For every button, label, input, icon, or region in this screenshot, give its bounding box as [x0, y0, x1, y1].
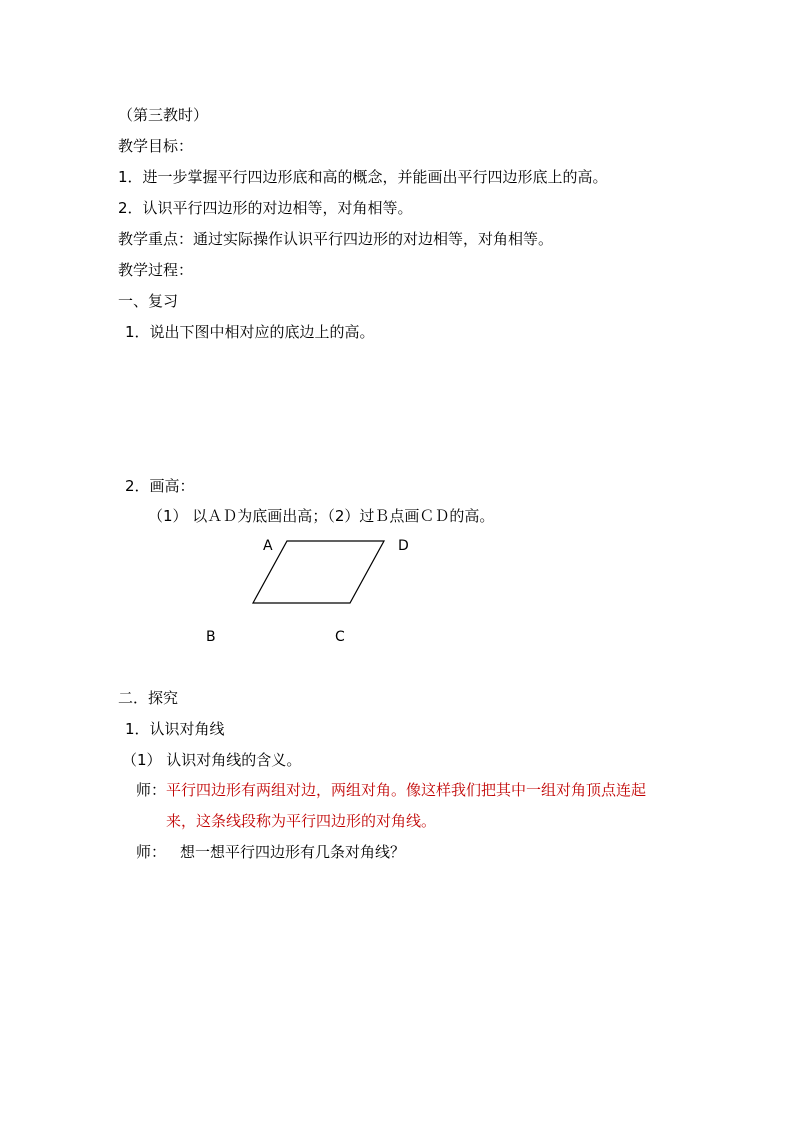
teacher-line-1: 平行四边形有两组对边，两组对角。像这样我们把其中一组对角顶点连起 [166, 781, 647, 799]
vertex-label-d: D [398, 538, 409, 554]
teacher-statement [136, 780, 646, 800]
review-item-2: 2．画高： [125, 477, 195, 495]
review-heading: 一、复习 [118, 292, 179, 310]
goal-2: 2．认识平行四边形的对边相等，对角相等。 [118, 199, 413, 217]
process-heading: 教学过程： [118, 261, 194, 279]
review-item-1: 1．说出下图中相对应的底边上的高。 [125, 323, 375, 341]
lesson-period: （第三教时） [118, 106, 209, 124]
explore-sub-1: （1） 认识对角线的含义。 [122, 751, 302, 769]
vertex-label-a: A [263, 538, 273, 554]
vertex-label-c: C [335, 629, 345, 645]
teacher-question [136, 842, 405, 862]
explore-item-1: 1．认识对角线 [125, 720, 225, 738]
key-point: 教学重点：通过实际操作认识平行四边形的对边相等，对角相等。 [118, 230, 554, 248]
teacher-prefix: 师： [136, 781, 167, 799]
explore-heading: 二．探究 [118, 689, 179, 707]
review-item-2-detail: （1） 以ＡＤ为底画出高；（2）过Ｂ点画ＣＤ的高。 [148, 507, 495, 525]
vertex-label-b: B [206, 629, 216, 645]
teacher-question-text: 想一想平行四边形有几条对角线？ [180, 843, 406, 861]
teacher-line-2: 来，这条线段称为平行四边形的对角线。 [166, 812, 437, 830]
goals-heading: 教学目标： [118, 137, 194, 155]
goal-1: 1．进一步掌握平行四边形底和高的概念，并能画出平行四边形底上的高。 [118, 168, 608, 186]
teacher-question-prefix: 师： [136, 843, 167, 861]
